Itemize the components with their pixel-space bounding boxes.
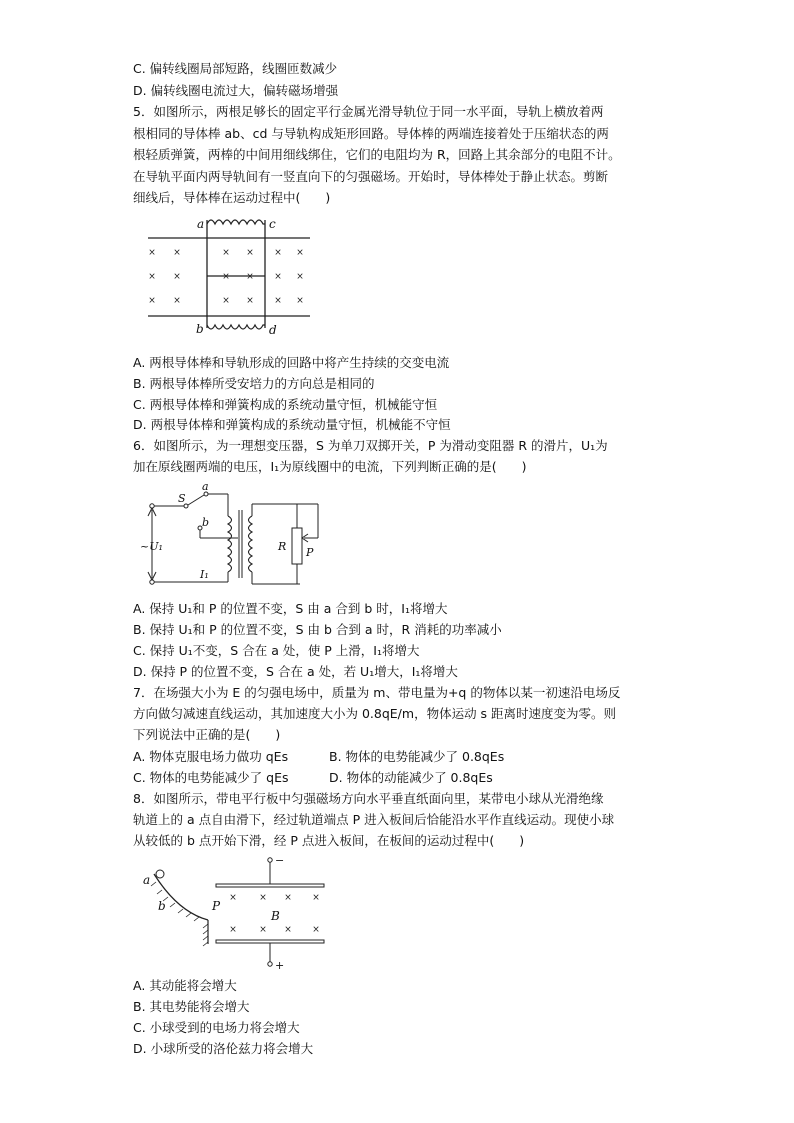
label-b: b (196, 322, 204, 336)
label-R: R (278, 540, 287, 553)
q8-stem-line: 8．如图所示，带电平行板中匀强磁场方向水平垂直纸面向里，某带电小球从光滑绝缘 (133, 791, 604, 806)
option-d-prev: D. 偏转线圈电流过大，偏转磁场增强 (133, 83, 339, 98)
field-cross-mark: × (229, 925, 237, 935)
q6-stem-line: 6．如图所示，为一理想变压器，S 为单刀双掷开关，P 为滑动变阻器 R 的滑片，U₁为 (133, 438, 608, 453)
q5-figure (140, 212, 315, 340)
q6-option-b: B. 保持 U₁和 P 的位置不变，S 由 b 合到 a 时，R 消耗的功率减小 (133, 622, 502, 637)
field-cross-mark: × (246, 248, 254, 258)
q6-option-c: C. 保持 U₁不变，S 合在 a 处，使 P 上滑，I₁将增大 (133, 643, 420, 658)
label-P: P (306, 546, 314, 559)
label-a: a (143, 873, 151, 887)
q5-option-b: B. 两根导体棒所受安培力的方向总是相同的 (133, 376, 375, 391)
field-cross-mark: × (284, 925, 292, 935)
q7-stem-line: 方向做匀减速直线运动，其加速度大小为 0.8qE/m，物体运动 s 距离时速度变为零。则 (133, 706, 617, 721)
field-cross-mark: × (296, 248, 304, 258)
q5-stem-line: 5．如图所示，两根足够长的固定平行金属光滑导轨位于同一水平面，导轨上横放着两 (133, 104, 604, 119)
q5-stem-line: 在导轨平面内两导轨间有一竖直向下的匀强磁场。开始时，导体棒处于静止状态。剪断 (133, 169, 609, 184)
label-U1: ~U₁ (140, 540, 163, 553)
field-cross-mark: × (259, 893, 267, 903)
q7-option-a: A. 物体克服电场力做功 qEs (133, 749, 289, 764)
field-cross-mark: × (274, 296, 282, 306)
q6-option-a: A. 保持 U₁和 P 的位置不变，S 由 a 合到 b 时，I₁将增大 (133, 601, 448, 616)
q8-option-c: C. 小球受到的电场力将会增大 (133, 1020, 300, 1035)
field-cross-mark: × (148, 248, 156, 258)
label-S: S (178, 492, 186, 505)
q7-option-b: B. 物体的电势能减少了 0.8qEs (329, 749, 505, 764)
field-cross-mark: × (274, 272, 282, 282)
field-cross-mark: × (173, 272, 181, 282)
q8-option-a: A. 其动能将会增大 (133, 978, 237, 993)
label-a: a (197, 217, 205, 231)
q8-option-d: D. 小球所受的洛伦兹力将会增大 (133, 1041, 314, 1056)
q6-stem-line: 加在原线圈两端的电压，I₁为原线圈中的电流，下列判断正确的是( ) (133, 459, 527, 474)
label-c: c (269, 217, 276, 231)
q5-option-a: A. 两根导体棒和导轨形成的回路中将产生持续的交变电流 (133, 355, 450, 370)
field-cross-mark: × (222, 296, 230, 306)
q7-stem-line: 下列说法中正确的是( ) (133, 727, 281, 742)
q7-option-c: C. 物体的电势能减少了 qEs (133, 770, 289, 785)
field-cross-mark: × (284, 893, 292, 903)
field-cross-mark: × (173, 248, 181, 258)
label-P: P (212, 899, 221, 913)
label-d: d (269, 323, 277, 337)
q5-option-c: C. 两根导体棒和弹簧构成的系统动量守恒，机械能守恒 (133, 397, 438, 412)
field-cross-mark: × (222, 272, 230, 282)
q6-figure (138, 480, 333, 588)
label-b: b (202, 516, 210, 529)
q7-stem-line: 7．在场强大小为 E 的匀强电场中，质量为 m、带电量为+q 的物体以某一初速沿电场反 (133, 685, 621, 700)
q5-stem-line: 根相同的导体棒 ab、cd 与导轨构成矩形回路。导体棒的两端连接着处于压缩状态的两 (133, 126, 609, 141)
label-plus: + (275, 959, 285, 972)
q5-stem-line: 根轻质弹簧，两棒的中间用细线绑住，它们的电阻均为 R，回路上其余部分的电阻不计。 (133, 147, 621, 162)
q5-option-d: D. 两根导体棒和弹簧构成的系统动量守恒，机械能不守恒 (133, 417, 451, 432)
q5-stem-line: 细线后，导体棒在运动过程中( ) (133, 190, 331, 205)
label-I1: I₁ (200, 568, 209, 581)
q6-option-d: D. 保持 P 的位置不变，S 合在 a 处，若 U₁增大，I₁将增大 (133, 664, 458, 679)
field-cross-mark: × (296, 272, 304, 282)
label-minus: − (275, 854, 285, 867)
field-cross-mark: × (312, 925, 320, 935)
option-c-prev: C. 偏转线圈局部短路，线圈匝数减少 (133, 61, 338, 76)
label-B: B (271, 909, 280, 923)
q8-figure (138, 852, 338, 972)
q7-option-d: D. 物体的动能减少了 0.8qEs (329, 770, 493, 785)
q8-stem-line: 从较低的 b 点开始下滑，经 P 点进入板间，在板间的运动过程中( ) (133, 833, 525, 848)
field-cross-mark: × (222, 248, 230, 258)
field-cross-mark: × (274, 248, 282, 258)
field-cross-mark: × (229, 893, 237, 903)
field-cross-mark: × (312, 893, 320, 903)
q8-option-b: B. 其电势能将会增大 (133, 999, 250, 1014)
label-a: a (202, 480, 209, 493)
field-cross-mark: × (296, 296, 304, 306)
field-cross-mark: × (246, 272, 254, 282)
field-cross-mark: × (148, 296, 156, 306)
field-cross-mark: × (173, 296, 181, 306)
label-b: b (158, 899, 166, 913)
field-cross-mark: × (259, 925, 267, 935)
field-cross-mark: × (246, 296, 254, 306)
field-cross-mark: × (148, 272, 156, 282)
q8-stem-line: 轨道上的 a 点自由滑下，经过轨道端点 P 进入板间后恰能沿水平作直线运动。现使小球 (133, 812, 615, 827)
